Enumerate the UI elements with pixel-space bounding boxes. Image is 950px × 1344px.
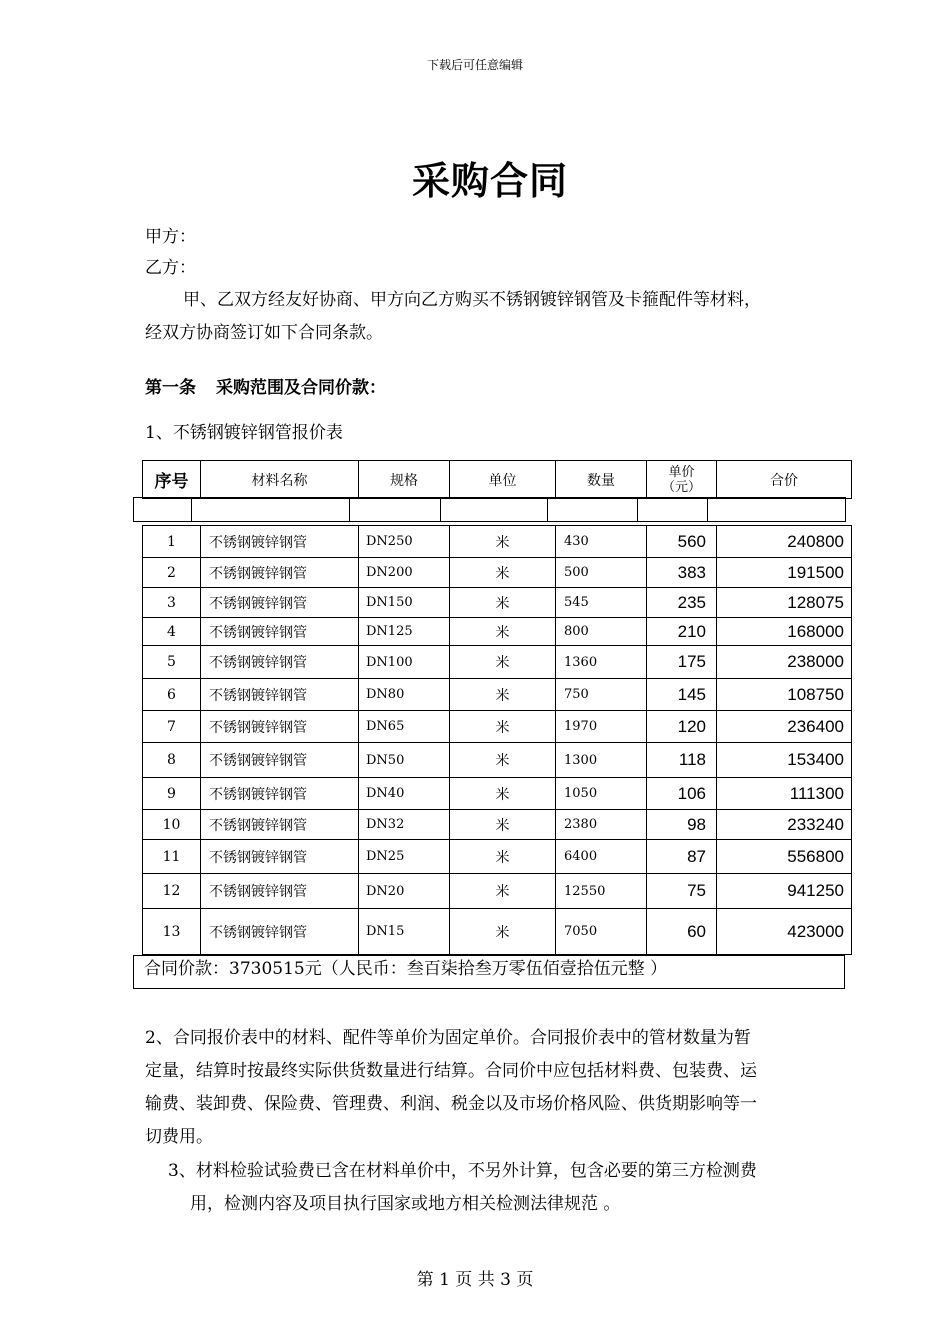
intro-line-2: 经双方协商签订如下合同条款。 [145, 323, 383, 343]
cell-unit-price: 560 [647, 526, 717, 558]
item-2-line: 输费、装卸费、保险费、管理费、利润、税金以及市场价格风险、供货期影响等一 [145, 1094, 757, 1114]
cell-quantity: 2380 [556, 810, 647, 840]
table-row [143, 646, 852, 679]
header-total: 合价 [717, 461, 852, 499]
cell-seq: 12 [143, 874, 201, 909]
party-b-label: 乙方： [145, 258, 196, 278]
contract-total: 合同价款：3730515元（人民币：叁百柒拾叁万零伍佰壹拾伍元整 ） [133, 955, 845, 989]
cell-spec: DN250 [359, 526, 450, 558]
cell-material-name: 不锈钢镀锌钢管 [201, 711, 359, 743]
cell-spec: DN200 [359, 558, 450, 588]
spacer-grid-divider [547, 497, 548, 522]
cell-unit-price: 175 [647, 646, 717, 679]
cell-seq: 10 [143, 810, 201, 840]
header-name: 材料名称 [201, 461, 359, 499]
cell-unit-price: 210 [647, 618, 717, 646]
cell-total-price: 168000 [717, 618, 852, 646]
header-unit-price [647, 461, 717, 499]
intro-line-1: 甲、乙双方经友好协商、甲方向乙方购买不锈钢镀锌钢管及卡箍配件等材料， [183, 290, 761, 310]
cell-seq: 4 [143, 618, 201, 646]
item-3-line-2: 用，检测内容及项目执行国家或地方相关检测法律规范 。 [190, 1194, 621, 1214]
party-a-label: 甲方： [145, 227, 196, 247]
cell-quantity: 1970 [556, 711, 647, 743]
item-2-line: 2、合同报价表中的材料、配件等单价为固定单价。合同报价表中的管材数量为暂 [145, 1028, 751, 1048]
cell-unit-price: 60 [647, 909, 717, 955]
section-1-title: 采购范围及合同价款： [216, 378, 386, 398]
header-unit-price-line1: 单价 [668, 464, 695, 480]
header-spec: 规格 [359, 461, 450, 499]
cell-unit-price: 120 [647, 711, 717, 743]
cell-quantity: 1050 [556, 778, 647, 810]
cell-unit: 米 [450, 909, 556, 955]
table-row [143, 618, 852, 646]
table-row [143, 909, 852, 955]
document-title: 采购合同 [411, 159, 568, 203]
section-1-heading [145, 373, 386, 398]
cell-total-price: 236400 [717, 711, 852, 743]
item-3-line-1: 3、材料检验试验费已含在材料单价中，不另外计算，包含必要的第三方检测费 [168, 1161, 757, 1181]
cell-unit-price: 383 [647, 558, 717, 588]
cell-quantity: 12550 [556, 874, 647, 909]
cell-unit: 米 [450, 810, 556, 840]
cell-total-price: 111300 [717, 778, 852, 810]
cell-total-price: 233240 [717, 810, 852, 840]
cell-material-name: 不锈钢镀锌钢管 [201, 810, 359, 840]
cell-unit: 米 [450, 711, 556, 743]
cell-spec: DN50 [359, 743, 450, 778]
cell-total-price: 238000 [717, 646, 852, 679]
table-row [143, 810, 852, 840]
cell-material-name: 不锈钢镀锌钢管 [201, 909, 359, 955]
cell-seq: 2 [143, 558, 201, 588]
cell-spec: DN100 [359, 646, 450, 679]
table-row [143, 558, 852, 588]
spacer-grid [133, 497, 846, 522]
item-3-paragraph [168, 1155, 848, 1221]
cell-quantity: 7050 [556, 909, 647, 955]
page-footer: 第 1 页 共 3 页 [416, 1270, 534, 1290]
table-row [143, 840, 852, 874]
table-row [143, 743, 852, 778]
cell-unit-price: 235 [647, 588, 717, 618]
cell-seq: 7 [143, 711, 201, 743]
header-note: 下载后可任意编辑 [426, 58, 523, 72]
header-unit-price-line2: （元） [661, 479, 701, 495]
header-unit: 单位 [450, 461, 556, 499]
cell-unit-price: 75 [647, 874, 717, 909]
cell-spec: DN150 [359, 588, 450, 618]
cell-total-price: 423000 [717, 909, 852, 955]
cell-material-name: 不锈钢镀锌钢管 [201, 646, 359, 679]
cell-spec: DN40 [359, 778, 450, 810]
spacer-grid-divider [191, 497, 192, 522]
cell-unit-price: 118 [647, 743, 717, 778]
cell-unit: 米 [450, 840, 556, 874]
cell-quantity: 6400 [556, 840, 647, 874]
cell-unit-price: 98 [647, 810, 717, 840]
cell-material-name: 不锈钢镀锌钢管 [201, 743, 359, 778]
cell-unit: 米 [450, 778, 556, 810]
cell-seq: 13 [143, 909, 201, 955]
cell-quantity: 750 [556, 679, 647, 711]
cell-total-price: 191500 [717, 558, 852, 588]
cell-unit: 米 [450, 558, 556, 588]
item-2-paragraph [145, 1022, 845, 1154]
cell-total-price: 240800 [717, 526, 852, 558]
header-seq: 序号 [143, 461, 201, 499]
cell-unit: 米 [450, 618, 556, 646]
cell-total-price: 556800 [717, 840, 852, 874]
cell-quantity: 1300 [556, 743, 647, 778]
table-row [143, 711, 852, 743]
cell-spec: DN32 [359, 810, 450, 840]
price-quote-table [142, 460, 852, 955]
spacer-grid-divider [349, 497, 350, 522]
cell-unit-price: 87 [647, 840, 717, 874]
cell-spec: DN25 [359, 840, 450, 874]
table-row [143, 778, 852, 810]
cell-total-price: 941250 [717, 874, 852, 909]
cell-seq: 8 [143, 743, 201, 778]
cell-seq: 3 [143, 588, 201, 618]
item-2-line: 定量，结算时按最终实际供货数量进行结算。合同价中应包括材料费、包装费、运 [145, 1061, 757, 1081]
spacer-grid-divider [637, 497, 638, 522]
cell-spec: DN125 [359, 618, 450, 646]
cell-seq: 6 [143, 679, 201, 711]
cell-material-name: 不锈钢镀锌钢管 [201, 874, 359, 909]
cell-quantity: 430 [556, 526, 647, 558]
table-header-row [143, 461, 852, 499]
spacer-grid-divider [707, 497, 708, 522]
item-2-line: 切费用。 [145, 1127, 213, 1147]
cell-material-name: 不锈钢镀锌钢管 [201, 588, 359, 618]
cell-material-name: 不锈钢镀锌钢管 [201, 778, 359, 810]
cell-unit: 米 [450, 874, 556, 909]
cell-material-name: 不锈钢镀锌钢管 [201, 526, 359, 558]
cell-total-price: 108750 [717, 679, 852, 711]
cell-unit: 米 [450, 646, 556, 679]
header-qty: 数量 [556, 461, 647, 499]
cell-seq: 11 [143, 840, 201, 874]
cell-material-name: 不锈钢镀锌钢管 [201, 840, 359, 874]
cell-unit: 米 [450, 743, 556, 778]
cell-quantity: 1360 [556, 646, 647, 679]
table-row [143, 588, 852, 618]
cell-unit-price: 145 [647, 679, 717, 711]
table-row [143, 679, 852, 711]
cell-seq: 1 [143, 526, 201, 558]
cell-quantity: 545 [556, 588, 647, 618]
cell-unit: 米 [450, 588, 556, 618]
cell-spec: DN65 [359, 711, 450, 743]
table-row [143, 526, 852, 558]
cell-material-name: 不锈钢镀锌钢管 [201, 618, 359, 646]
cell-total-price: 153400 [717, 743, 852, 778]
cell-spec: DN80 [359, 679, 450, 711]
cell-seq: 9 [143, 778, 201, 810]
cell-spec: DN20 [359, 874, 450, 909]
spacer-grid-divider [440, 497, 441, 522]
cell-unit: 米 [450, 679, 556, 711]
table-row [143, 874, 852, 909]
cell-seq: 5 [143, 646, 201, 679]
cell-quantity: 500 [556, 558, 647, 588]
cell-spec: DN15 [359, 909, 450, 955]
cell-quantity: 800 [556, 618, 647, 646]
cell-unit: 米 [450, 526, 556, 558]
cell-material-name: 不锈钢镀锌钢管 [201, 679, 359, 711]
cell-total-price: 128075 [717, 588, 852, 618]
item-1-label: 1、不锈钢镀锌钢管报价表 [145, 423, 343, 443]
section-1-number: 第一条 [145, 378, 196, 398]
cell-material-name: 不锈钢镀锌钢管 [201, 558, 359, 588]
cell-unit-price: 106 [647, 778, 717, 810]
